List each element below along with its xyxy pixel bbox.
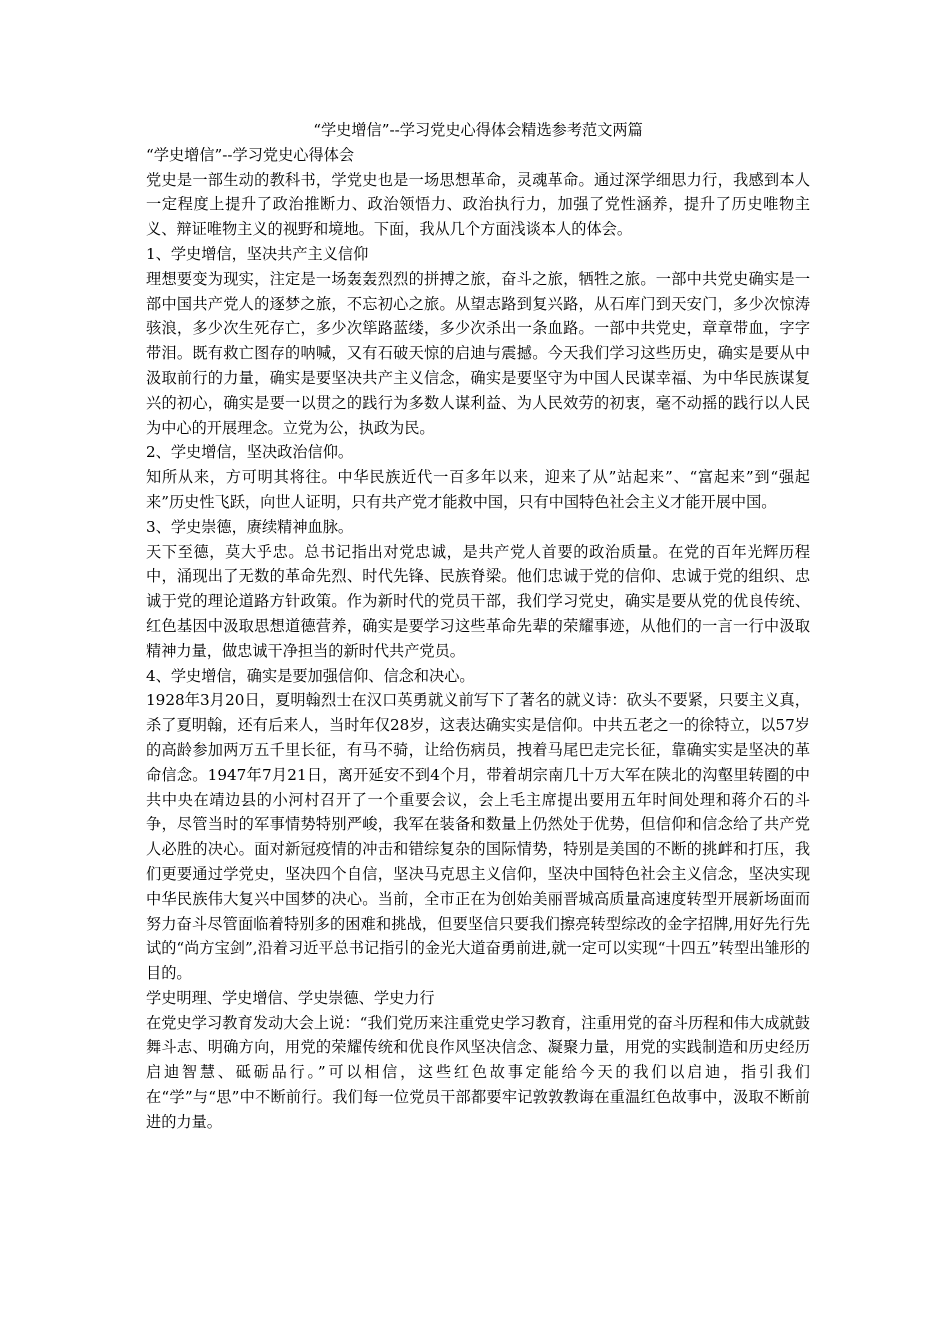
document-title: “学史增信”--学习党史心得体会精选参考范文两篇 — [313, 121, 643, 139]
part2-heading: 学史明理、学史增信、学史崇德、学史力行 — [146, 988, 435, 1007]
part2-body: 在党史学习教育发动大会上说：“我们党历来注重党史学习教育，注重用党的奋斗历程和伟大成就鼓舞斗志、明确方向，用党的荣耀传统和优良作风坚决信念、凝聚力量，用党的实践制造和历史经历启迪智慧、砥砺品行。”可以相信，这些红色故事定能给今天的我们以启迪，指引我们在“学”与“思”中不断前行。我们每一位党员干部都要牢记敦敦教诲在重温红色故事中，汲取不断前进的力量。 — [146, 1013, 810, 1131]
section-2-body: 知所从来，方可明其将往。中华民族近代一百多年以来，迎来了从”站起来”、“富起来”到“强起来”历史性飞跃，向世人证明，只有共产党才能救中国，只有中国特色社会主义才能开展中国。 — [146, 468, 810, 511]
intro-paragraph: 党史是一部生动的教科书，学党史也是一场思想革命，灵魂革命。通过深学细思力行，我感到本人一定程度上提升了政治推断力、政治领悟力、政治执行力，加强了党性涵养，提升了历史唯物主义、辩证唯物主义的视野和境地。下面，我从几个方面浅谈本人的体会。 — [146, 170, 810, 239]
section-1-heading: 1、学史增信，坚决共产主义信仰 — [146, 244, 369, 263]
document-page — [146, 118, 810, 1135]
section-3-body: 天下至德，莫大乎忠。总书记指出对党忠诚，是共产党人首要的政治质量。在党的百年光辉历程中，涌现出了无数的革命先烈、时代先锋、民族脊梁。他们忠诚于党的信仰、忠诚于党的组织、忠诚于党的理论道路方针政策。作为新时代的党员干部，我们学习党史，确实是要从党的优良传统、红色基因中汲取思想道德营养，确实是要学习这些革命先辈的荣耀事迹，从他们的一言一行中汲取精神力量，做忠诚干净担当的新时代共产党员。 — [146, 542, 810, 660]
section-3-heading: 3、学史崇德，赓续精神血脉。 — [146, 517, 354, 536]
section-1-body: 理想要变为现实，注定是一场轰轰烈烈的拼搏之旅，奋斗之旅，牺牲之旅。一部中共党史确实是一部中国共产党人的逐梦之旅，不忘初心之旅。从望志路到复兴路，从石库门到天安门，多少次惊涛骇浪，多少次生死存亡，多少次筚路蓝缕，多少次杀出一条血路。一部中共党史，章章带血，字字带泪。既有救亡图存的呐喊，又有石破天惊的启迪与震撼。今天我们学习这些历史，确实是要从中汲取前行的力量，确实是要坚决共产主义信念，确实是要坚守为中国人民谋幸福、为中华民族谋复兴的初心，确实是要一以贯之的践行为多数人谋利益、为人民效劳的初衷，毫不动摇的践行以人民为中心的开展理念。立党为公，执政为民。 — [146, 269, 810, 437]
section-2-heading: 2、学史增信，坚决政治信仰。 — [146, 443, 354, 462]
section-4-body: 1928年3月20日，夏明翰烈士在汉口英勇就义前写下了著名的就义诗：砍头不要紧，只要主义真，杀了夏明翰，还有后来人，当时年仅28岁，这表达确实实是信仰。中共五老之一的徐特立，以57岁的高龄参加两万五千里长征，有马不骑，让给伤病员，拽着马尾巴走完长征，靠确实实是坚决的革命信念。1947年7月21日，离开延安不到4个月，带着胡宗南几十万大军在陕北的沟壑里转圈的中共中央在靖边县的小河村召开了一个重要会议，会上毛主席提出要用五年时间处理和蒋介石的斗争，尽管当时的军事情势特别严峻，我军在装备和数量上仍然处于优势，但信仰和信念给了共产党人必胜的决心。面对新冠疫情的冲击和错综复杂的国际情势，特别是美国的不断的挑衅和打压，我们更要通过学党史，坚决四个自信，坚决马克思主义信仰，坚决中国特色社会主义信念，坚决实现中华民族伟大复兴中国梦的决心。当前，全市正在为创始美丽晋城高质量高速度转型开展新场面而努力奋斗尽管面临着特别多的困难和挑战，但要坚信只要我们擦亮转型综改的金字招牌,用好先行先试的“尚方宝剑”,沿着习近平总书记指引的金光大道奋勇前进,就一定可以实现“十四五”转型出雏形的目的。 — [146, 691, 810, 983]
document-subtitle: “学史增信”--学习党史心得体会 — [146, 145, 355, 164]
section-4-heading: 4、学史增信，确实是要加强信仰、信念和决心。 — [146, 666, 475, 685]
